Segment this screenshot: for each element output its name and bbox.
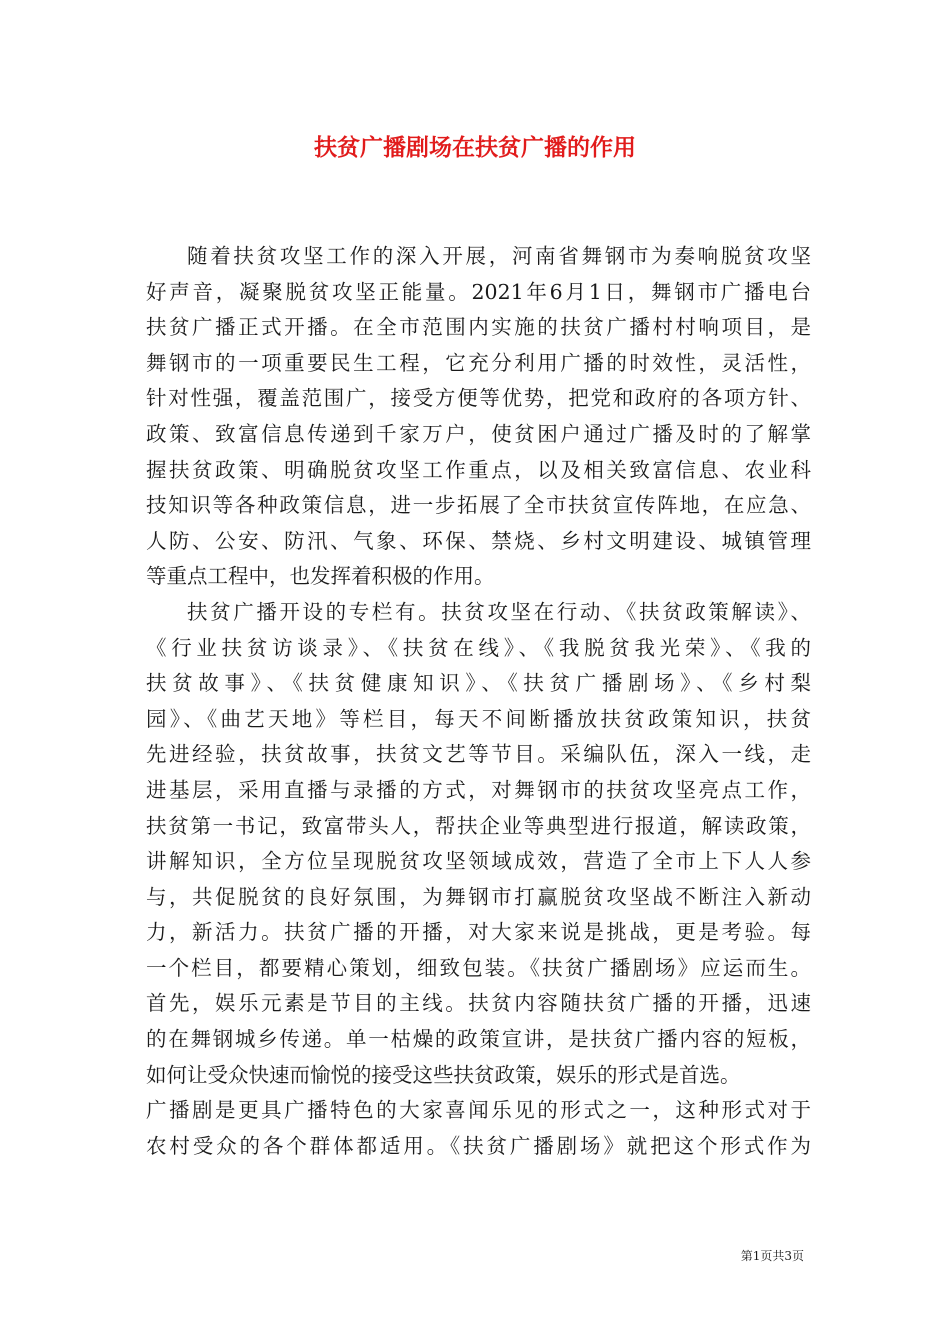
text-line: 技知识等各种政策信息，进一步拓展了全市扶贫宣传阵地，在应急、 [146,493,811,518]
text-line: 握扶贫政策、明确脱贫攻坚工作重点，以及相关致富信息、农业科 [146,457,811,482]
text-line: 《行业扶贫访谈录》、《扶贫在线》、《我脱贫我光荣》、《我的 [146,635,811,660]
text-line: 首先，娱乐元素是节目的主线。扶贫内容随扶贫广播的开播，迅速 [146,991,811,1016]
text-line: 扶贫广播开设的专栏有。扶贫攻坚在行动、《扶贫政策解读》、 [187,599,811,624]
text-line: 的在舞钢城乡传递。单一枯燥的政策宣讲，是扶贫广播内容的短板， [146,1027,811,1052]
page-number-footer: 第1页共3页 [740,1249,804,1263]
text-line: 园》、《曲艺天地》等栏目，每天不间断播放扶贫政策知识，扶贫 [146,706,811,731]
text-line: 好声音，凝聚脱贫攻坚正能量。2021年6月1日，舞钢市广播电台 [146,279,811,304]
text-line: 扶贫第一书记，致富带头人，帮扶企业等典型进行报道，解读政策， [146,813,811,838]
text-line: 讲解知识，全方位呈现脱贫攻坚领域成效，营造了全市上下人人参 [146,849,811,874]
text-line: 扶贫广播正式开播。在全市范围内实施的扶贫广播村村响项目，是 [146,315,811,340]
text-line: 如何让受众快速而愉悦的接受这些扶贫政策，娱乐的形式是首选。 [146,1062,741,1087]
text-line: 随着扶贫攻坚工作的深入开展，河南省舞钢市为奏响脱贫攻坚 [187,244,811,268]
text-line: 等重点工程中，也发挥着积极的作用。 [146,564,495,589]
document-body [146,239,811,1164]
text-line: 舞钢市的一项重要民生工程，它充分利用广播的时效性，灵活性， [146,350,811,375]
text-line: 农村受众的各个群体都适用。《扶贫广播剧场》就把这个形式作为 [146,1133,811,1158]
text-line: 针对性强，覆盖范围广，接受方便等优势，把党和政府的各项方针、 [146,386,811,411]
text-line: 人防、公安、防汛、气象、环保、禁烧、乡村文明建设、城镇管理 [146,528,811,553]
text-line: 扶贫故事》、《扶贫健康知识》、《扶贫广播剧场》、《乡村梨 [146,671,811,696]
document-title: 扶贫广播剧场在扶贫广播的作用 [314,134,636,161]
text-line: 先进经验，扶贫故事，扶贫文艺等节目。采编队伍，深入一线，走 [146,742,811,767]
text-line: 进基层，采用直播与录播的方式，对舞钢市的扶贫攻坚亮点工作， [146,777,811,802]
text-line: 一个栏目，都要精心策划，细致包装。《扶贫广播剧场》应运而生。 [146,955,811,980]
text-line: 政策、致富信息传递到千家万户，使贫困户通过广播及时的了解掌 [146,421,811,446]
text-line: 与，共促脱贫的良好氛围，为舞钢市打赢脱贫攻坚战不断注入新动 [146,884,811,909]
text-line: 力，新活力。扶贫广播的开播，对大家来说是挑战，更是考验。每 [146,920,811,945]
text-line: 广播剧是更具广播特色的大家喜闻乐见的形式之一，这种形式对于 [146,1098,811,1123]
